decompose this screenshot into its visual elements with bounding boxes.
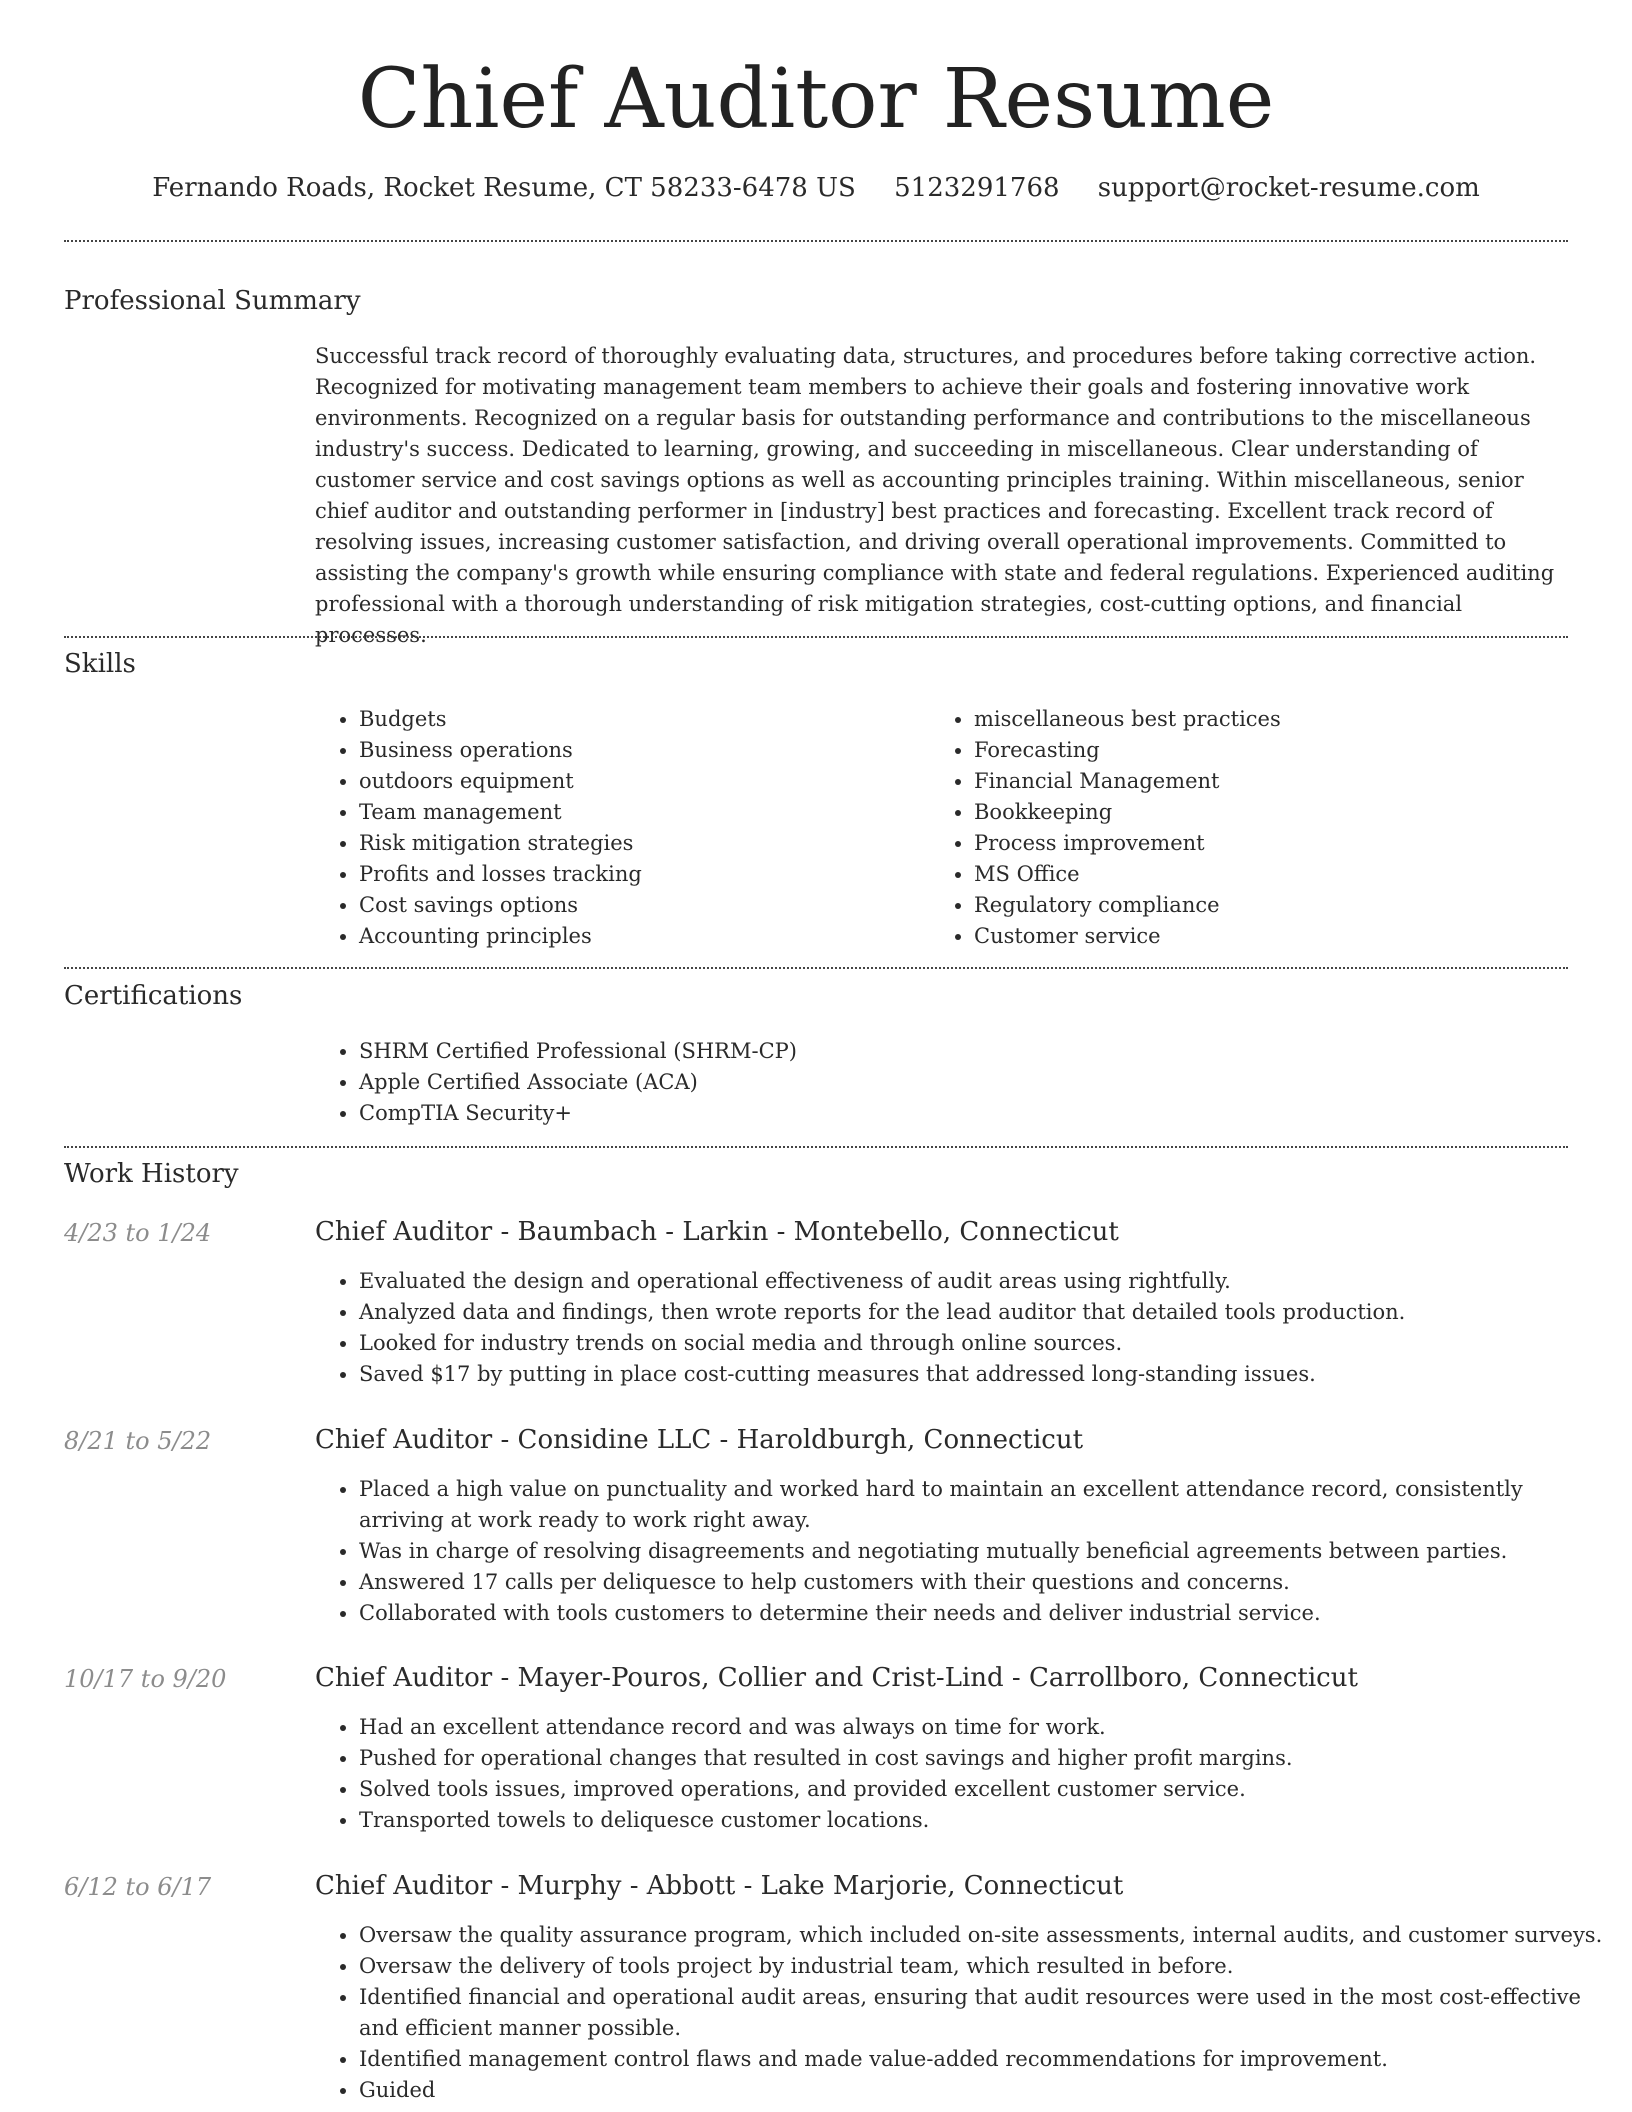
certification-item: • CompTIA Security+ xyxy=(359,1098,1559,1129)
skill-item: • Process improvement xyxy=(974,828,1574,859)
skills-list-right xyxy=(930,704,1574,952)
skills-heading: Skills xyxy=(64,649,136,679)
skill-item: • Business operations xyxy=(359,735,919,766)
job-dates: 10/17 to 9/20 xyxy=(64,1665,227,1693)
certifications-list xyxy=(315,1036,1559,1129)
skill-item: • Financial Management xyxy=(974,766,1574,797)
job-bullets xyxy=(315,1474,1614,1629)
job-bullets xyxy=(315,1920,1614,2106)
skill-item: • Cost savings options xyxy=(359,890,919,921)
job-title: Chief Auditor - Murphy - Abbott - Lake Marjorie, Connecticut xyxy=(315,1871,1124,1901)
job-bullet: • Looked for industry trends on social media and through online sources. xyxy=(359,1328,1614,1359)
job-bullet: • Answered 17 calls per deliquesce to help customers with their questions and concerns. xyxy=(359,1567,1614,1598)
job-bullet: • Solved tools issues, improved operations, and provided excellent customer service. xyxy=(359,1774,1614,1805)
job-bullet: • Identified management control flaws and made value-added recommendations for improvement. xyxy=(359,2044,1614,2075)
job-dates: 4/23 to 1/24 xyxy=(64,1219,212,1247)
job-bullets xyxy=(315,1266,1614,1390)
skill-item: • miscellaneous best practices xyxy=(974,704,1574,735)
job-bullet: • Pushed for operational changes that resulted in cost savings and higher profit margins. xyxy=(359,1743,1614,1774)
job-bullets xyxy=(315,1712,1614,1836)
job-bullet: • Collaborated with tools customers to determine their needs and deliver industrial service. xyxy=(359,1598,1614,1629)
section-divider xyxy=(64,636,1568,638)
section-divider xyxy=(64,1146,1568,1148)
section-divider xyxy=(64,967,1568,969)
certifications-heading: Certifications xyxy=(64,981,243,1011)
job-dates: 8/21 to 5/22 xyxy=(64,1427,212,1455)
job-bullet: • Oversaw the delivery of tools project by industrial team, which resulted in before. xyxy=(359,1951,1614,1982)
skill-item: • MS Office xyxy=(974,859,1574,890)
summary-text: Successful track record of thoroughly evaluating data, structures, and procedures before taking corrective action. Recognized for motivating management team members to achieve their goals and fostering innovative work environments. Recognized on a regular basis for outstanding performance and contributions to the miscellaneous industry's success. Dedicated to learning, growing, and succeeding in miscellaneous. Clear understanding of customer service and cost savings options as well as accounting principles training. Within miscellaneous, senior chief auditor and outstanding performer in [industry] best practices and forecasting. Excellent track record of resolving issues, increasing customer satisfaction, and driving overall operational improvements. Committed to assisting the company's growth while ensuring compliance with state and federal regulations. Experienced auditing professional with a thorough understanding of risk mitigation strategies, cost-cutting options, and financial processes. xyxy=(315,344,1555,647)
skill-item: • Budgets xyxy=(359,704,919,735)
resume-title: Chief Auditor Resume xyxy=(357,52,1275,147)
contact-line xyxy=(0,168,1632,208)
skill-item: • Risk mitigation strategies xyxy=(359,828,919,859)
contact-email: support@rocket-resume.com xyxy=(1097,173,1480,203)
job-title: Chief Auditor - Mayer-Pouros, Collier and Crist-Lind - Carrollboro, Connecticut xyxy=(315,1663,1358,1693)
job-bullet: • Was in charge of resolving disagreements and negotiating mutually beneficial agreements between parties. xyxy=(359,1536,1614,1567)
job-bullet: • Placed a high value on punctuality and worked hard to maintain an excellent attendance record, consistently arriving at work ready to work right away. xyxy=(359,1474,1614,1536)
job-bullet: • Guided xyxy=(359,2075,1614,2106)
job-title: Chief Auditor - Baumbach - Larkin - Montebello, Connecticut xyxy=(315,1217,1119,1247)
skill-item: • Profits and losses tracking xyxy=(359,859,919,890)
section-divider xyxy=(64,240,1568,242)
job-bullet: • Evaluated the design and operational effectiveness of audit areas using rightfully. xyxy=(359,1266,1614,1297)
skill-item: • Team management xyxy=(359,797,919,828)
certification-item: • Apple Certified Associate (ACA) xyxy=(359,1067,1559,1098)
job-dates: 6/12 to 6/17 xyxy=(64,1873,212,1901)
skills-list-left xyxy=(315,704,919,952)
skill-item: • Bookkeeping xyxy=(974,797,1574,828)
job-bullet: • Identified financial and operational audit areas, ensuring that audit resources were used in the most cost-effective and efficient manner possible. xyxy=(359,1982,1614,2044)
skill-item: • Accounting principles xyxy=(359,921,919,952)
summary-heading: Professional Summary xyxy=(64,286,361,316)
job-bullet: • Had an excellent attendance record and was always on time for work. xyxy=(359,1712,1614,1743)
contact-address: Fernando Roads, Rocket Resume, CT 58233-6478 US xyxy=(152,173,856,203)
skill-item: • outdoors equipment xyxy=(359,766,919,797)
job-title: Chief Auditor - Considine LLC - Haroldburgh, Connecticut xyxy=(315,1425,1084,1455)
skill-item: • Regulatory compliance xyxy=(974,890,1574,921)
contact-phone: 5123291768 xyxy=(894,173,1060,203)
skill-item: • Customer service xyxy=(974,921,1574,952)
job-bullet: • Analyzed data and findings, then wrote reports for the lead auditor that detailed tools production. xyxy=(359,1297,1614,1328)
work-history-heading: Work History xyxy=(64,1159,239,1189)
certification-item: • SHRM Certified Professional (SHRM-CP) xyxy=(359,1036,1559,1067)
skill-item: • Forecasting xyxy=(974,735,1574,766)
job-bullet: • Oversaw the quality assurance program, which included on-site assessments, internal audits, and customer surveys. xyxy=(359,1920,1614,1951)
job-bullet: • Transported towels to deliquesce customer locations. xyxy=(359,1805,1614,1836)
job-bullet: • Saved $17 by putting in place cost-cutting measures that addressed long-standing issues. xyxy=(359,1359,1614,1390)
